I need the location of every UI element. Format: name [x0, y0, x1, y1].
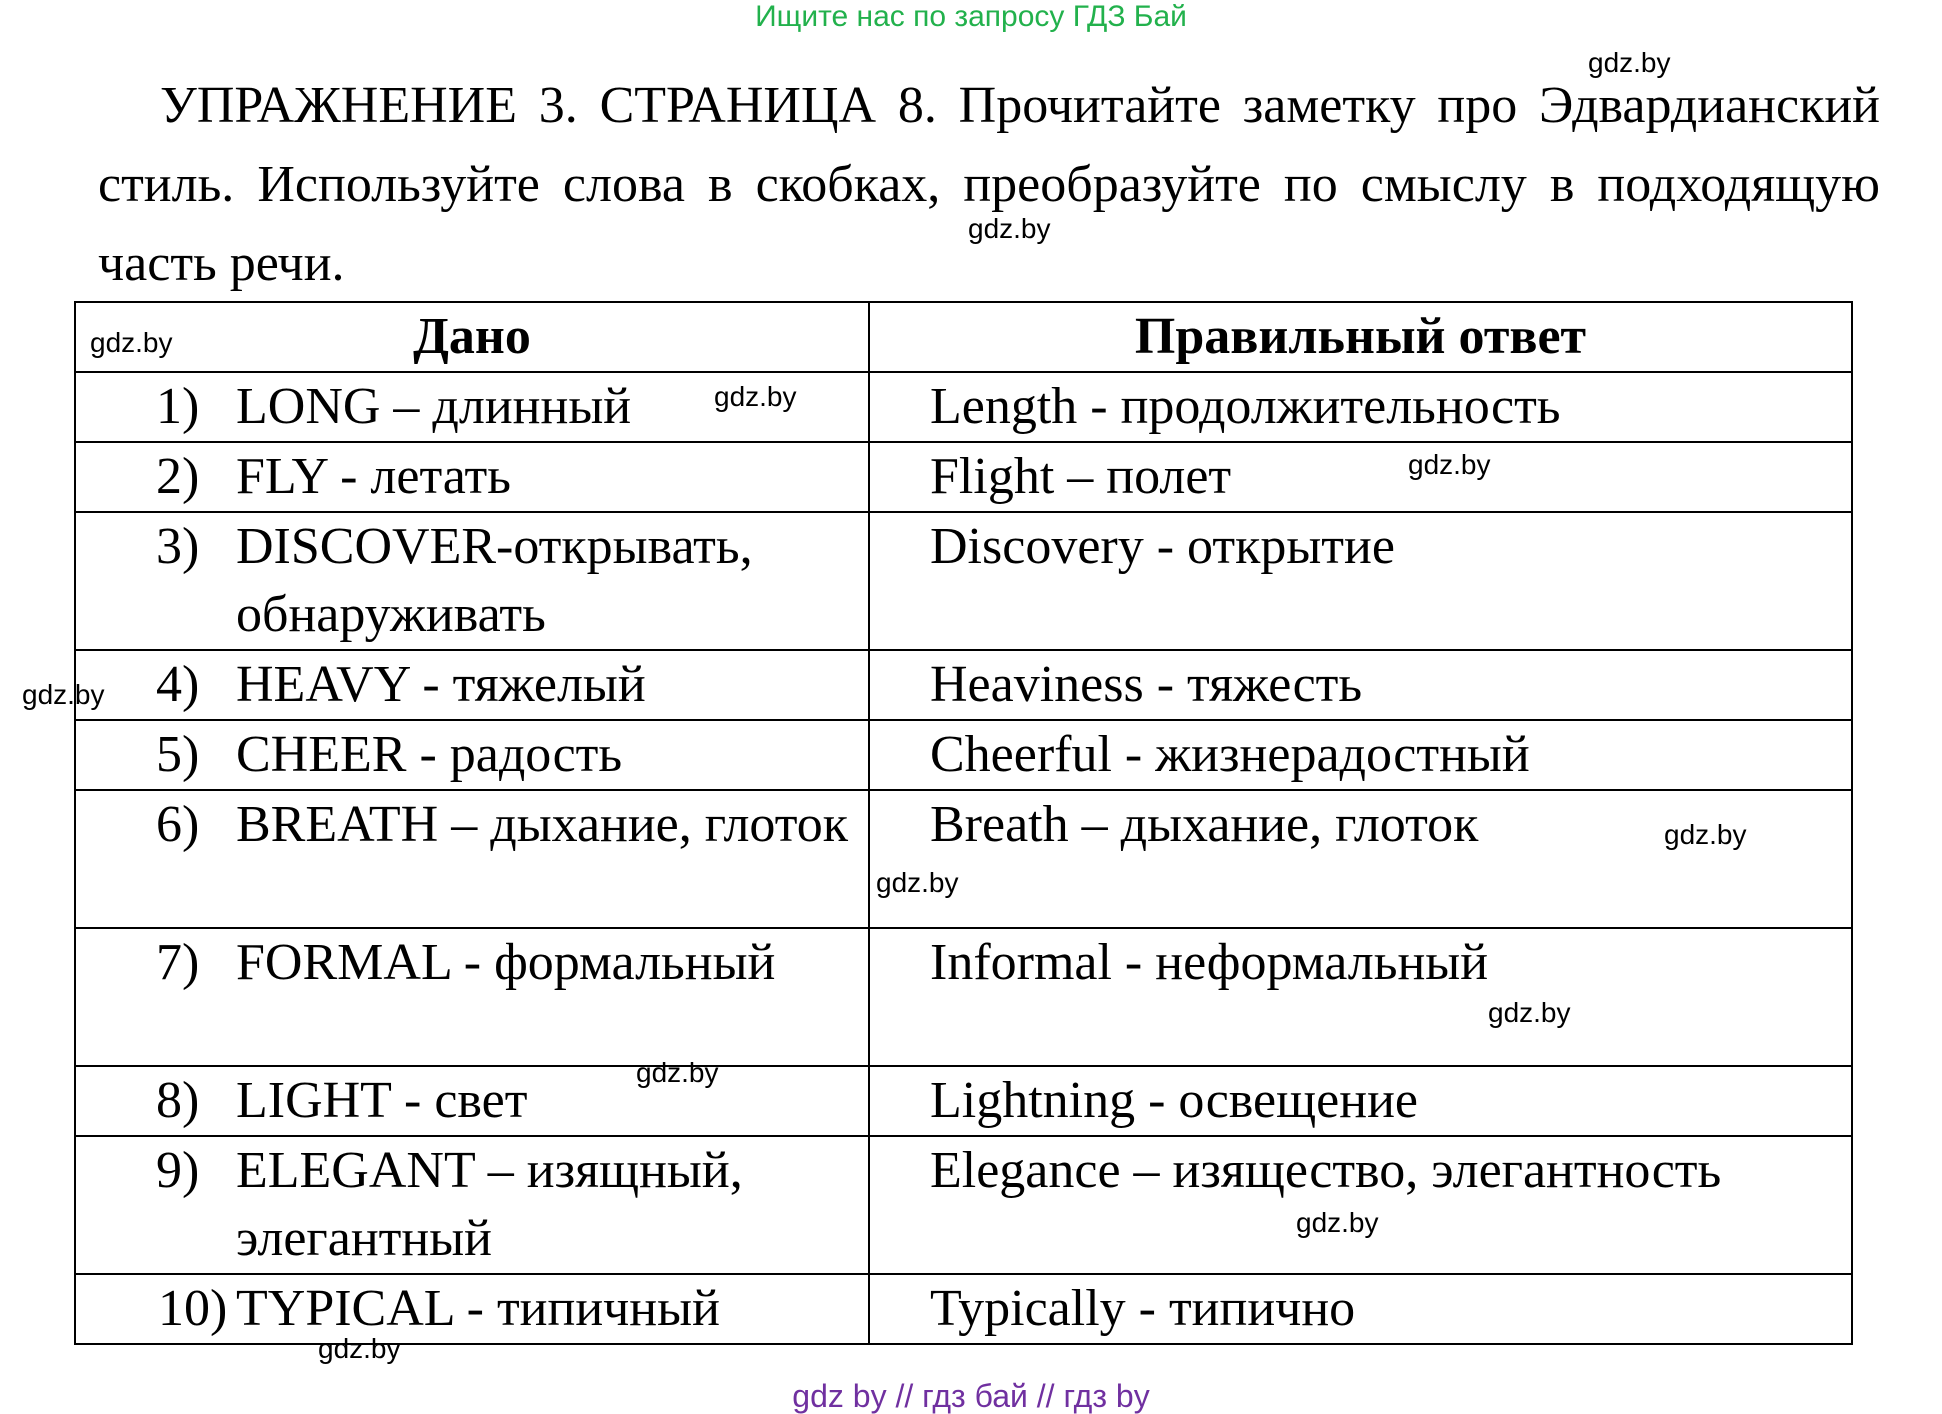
table-row	[75, 372, 1852, 442]
row-number: 4)	[156, 656, 200, 713]
given-word: DISCOVER-открывать, обнаруживать	[236, 518, 753, 643]
table-header-row	[75, 302, 1852, 372]
answer-word: Discovery - открытие	[930, 518, 1395, 575]
row-number: 9)	[156, 1142, 200, 1199]
answer-word: Flight – полет	[930, 448, 1232, 505]
watermark: gdz.by	[876, 867, 959, 898]
given-word: TYPICAL - типичный	[236, 1280, 720, 1337]
given-word: FORMAL - формальный	[236, 934, 776, 991]
watermark: gdz.by	[1296, 1207, 1379, 1238]
answer-cell	[869, 512, 1852, 650]
header-answer: Правильный ответ	[869, 302, 1852, 372]
watermark: gdz.by	[318, 1333, 401, 1364]
task-description: УПРАЖНЕНИЕ 3. СТРАНИЦА 8. Прочитайте заметку про Эдвардианский стиль. Используйте слова в скобках, преобразуйте по смыслу в подходящую часть речи.	[98, 77, 1880, 292]
search-banner: Ищите нас по запросу ГДЗ Бай	[755, 0, 1187, 33]
table-row	[75, 650, 1852, 720]
given-word: FLY - летать	[236, 448, 511, 505]
given-word: LONG – длинный	[236, 378, 632, 435]
header-given: Дано	[75, 302, 869, 372]
answer-cell	[869, 1274, 1852, 1344]
watermark: gdz.by	[22, 679, 105, 710]
footer-links: gdz by // гдз бай // гдз by	[792, 1378, 1150, 1414]
given-cell	[75, 512, 869, 650]
answer-word: Informal - неформальный	[930, 934, 1489, 991]
table-row	[75, 442, 1852, 512]
answer-cell	[869, 928, 1852, 1066]
table-row	[75, 790, 1852, 928]
given-word: HEAVY - тяжелый	[236, 656, 646, 713]
table-row	[75, 1136, 1852, 1274]
answer-word: Elegance – изящество, элегантность	[930, 1142, 1722, 1199]
given-cell	[75, 1066, 869, 1136]
row-number: 2)	[156, 448, 200, 505]
answer-cell	[869, 442, 1852, 512]
watermark: gdz.by	[90, 327, 173, 358]
row-number: 1)	[156, 378, 200, 435]
table-row	[75, 928, 1852, 1066]
answer-word: Heaviness - тяжесть	[930, 656, 1363, 713]
row-number: 6)	[156, 796, 200, 853]
given-word: LIGHT - свет	[236, 1072, 528, 1129]
answer-cell	[869, 790, 1852, 928]
table-row	[75, 512, 1852, 650]
row-number: 10)	[158, 1280, 228, 1337]
answer-cell	[869, 650, 1852, 720]
answer-cell	[869, 1136, 1852, 1274]
answers-table	[74, 301, 1853, 1345]
given-cell	[75, 1274, 869, 1344]
given-cell	[75, 720, 869, 790]
watermark: gdz.by	[1488, 997, 1571, 1028]
watermark: gdz.by	[968, 213, 1051, 244]
row-number: 8)	[156, 1072, 200, 1129]
answer-word: Cheerful - жизнерадостный	[930, 726, 1530, 783]
table-row	[75, 1066, 1852, 1136]
watermark: gdz.by	[1408, 449, 1491, 480]
answer-word: Breath – дыхание, глоток	[930, 796, 1479, 853]
watermark: gdz.by	[714, 381, 797, 412]
given-word: CHEER - радость	[236, 726, 623, 783]
given-cell	[75, 650, 869, 720]
answer-cell	[869, 720, 1852, 790]
watermark: gdz.by	[1588, 47, 1671, 78]
given-cell	[75, 372, 869, 442]
answer-word: Lightning - освещение	[930, 1072, 1418, 1129]
table-row	[75, 1274, 1852, 1344]
answer-cell	[869, 1066, 1852, 1136]
given-word: BREATH – дыхание, глоток	[236, 796, 849, 853]
row-number: 5)	[156, 726, 200, 783]
row-number: 3)	[156, 518, 200, 575]
given-cell	[75, 790, 869, 928]
watermark: gdz.by	[636, 1057, 719, 1088]
watermark: gdz.by	[1664, 819, 1747, 850]
given-cell	[75, 1136, 869, 1274]
answer-word: Typically - типично	[930, 1280, 1356, 1337]
answer-cell	[869, 372, 1852, 442]
table-row	[75, 720, 1852, 790]
given-cell	[75, 442, 869, 512]
answer-word: Length - продолжительность	[930, 378, 1561, 435]
given-cell	[75, 928, 869, 1066]
given-word: ELEGANT – изящный, элегантный	[236, 1142, 743, 1267]
row-number: 7)	[156, 934, 200, 991]
